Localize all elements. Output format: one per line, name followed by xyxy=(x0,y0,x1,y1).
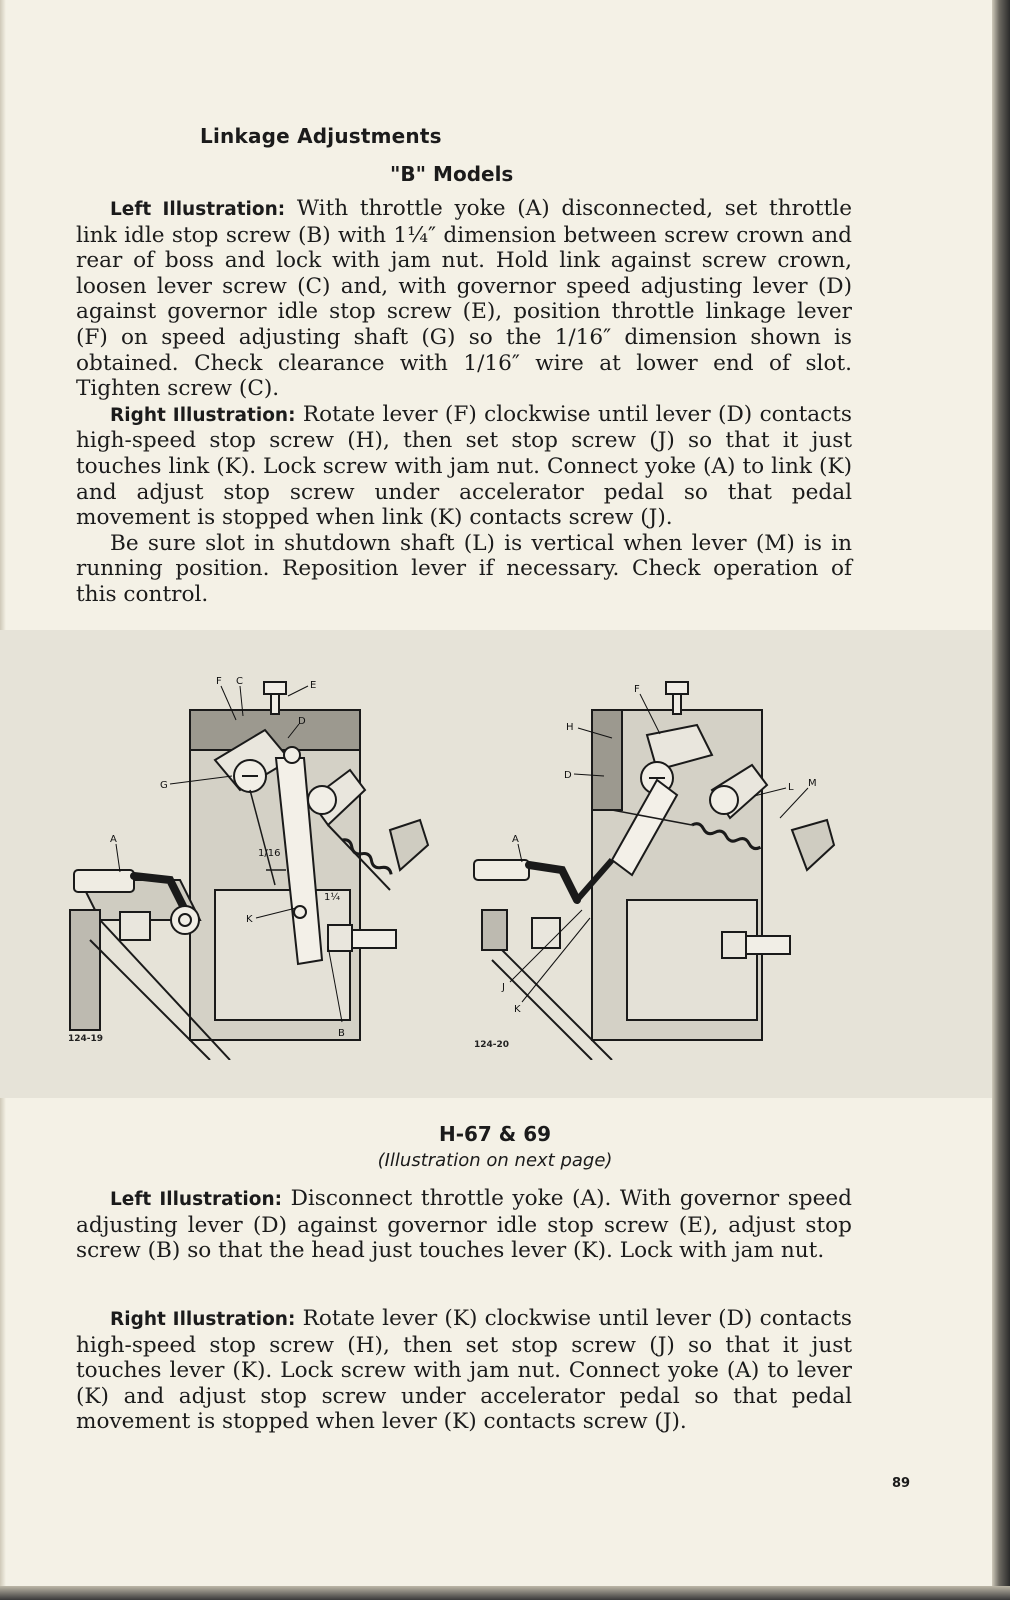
b-shutdown-paragraph: Be sure slot in shutdown shaft (L) is vertical when lever (M) is in running position. Reposition lever if necessary. Check operation of this control. xyxy=(76,530,852,607)
callout-m-right: M xyxy=(808,778,817,789)
page-number: 89 xyxy=(892,1476,911,1491)
h-left-text: Disconnect throttle yoke (A). With governor speed adjusting lever (D) against governor idle stop screw (E), adjust stop screw (B) so that the head just touches lever (K). Lock with jam nut. xyxy=(76,1186,852,1264)
h-right-paragraph xyxy=(76,1306,852,1435)
b-right-text: Rotate lever (F) clockwise until lever (D) contacts high-speed stop screw (H), then set stop screw (J) so that it just touches link (K). Lock screw with jam nut. Connect yoke (A) to link (K) and adjust stop screw under accelerator pedal so that pedal movement is stopped when link (K) contacts screw (J). xyxy=(76,401,852,531)
left-linkage-illustration xyxy=(60,650,450,1060)
callout-j-right: J xyxy=(502,982,505,993)
h-left-label: Left Illustration: xyxy=(110,1189,283,1210)
callout-a-right: A xyxy=(512,834,519,845)
h-left-paragraph xyxy=(76,1186,852,1264)
h-left-text-block xyxy=(76,1186,852,1264)
dim-1-1-4-left: 1¼ xyxy=(324,892,341,903)
right-linkage-illustration xyxy=(462,650,862,1060)
h-models-note: (Illustration on next page) xyxy=(377,1150,613,1171)
callout-k-left: K xyxy=(246,914,253,925)
right-figure-code: 124-20 xyxy=(474,1040,510,1050)
b-left-label: Left Illustration: xyxy=(110,199,286,220)
b-right-label: Right Illustration: xyxy=(110,404,296,426)
callout-f-right: F xyxy=(634,684,640,695)
h-right-text: Rotate lever (K) clockwise until lever (D) contacts high-speed stop screw (H), then set stop screw (J) so that it just touches lever (K). Lock screw with jam nut. Connect yoke (A) to lever (K) and adjust stop screw under accelerator pedal so that pedal movement is stopped when lever (K) contacts screw (J). xyxy=(76,1306,853,1435)
section-title: Linkage Adjustments xyxy=(200,124,442,148)
b-models-text xyxy=(76,196,852,608)
page-bottom-edge xyxy=(0,1586,1010,1600)
callout-a-left: A xyxy=(110,834,117,845)
section-subtitle: "B" Models xyxy=(390,162,514,186)
b-left-paragraph xyxy=(76,196,852,402)
b-right-paragraph xyxy=(76,402,852,531)
dim-1-16-left: 1/16 xyxy=(258,848,281,859)
callout-b-left: B xyxy=(338,1028,345,1039)
h-right-text-block xyxy=(76,1306,852,1435)
callout-f-left: F xyxy=(216,676,222,687)
callout-l-right: L xyxy=(788,782,794,793)
callout-g-left: G xyxy=(160,780,168,791)
callout-k-right: K xyxy=(514,1004,521,1015)
h-models-title: H-67 & 69 xyxy=(438,1122,552,1146)
book-spine-shadow xyxy=(992,0,1010,1600)
callout-e-left: E xyxy=(310,680,317,691)
b-left-text: With throttle yoke (A) disconnected, set throttle link idle stop screw (B) with 1¼″ dimension between screw crown and rear of boss and lock with jam nut. Hold link against screw crown, loosen lever screw (C) and, with governor speed adjusting lever (D) against governor idle stop screw (E), position throttle linkage lever (F) on speed adjusting shaft (G) so the 1/16″ dimension shown is obtained. Check clearance with 1/16″ wire at lower end of slot. Tighten screw (C). xyxy=(76,196,852,402)
left-figure-code: 124-19 xyxy=(68,1034,104,1044)
callout-c-left: C xyxy=(236,676,243,687)
callout-d-left: D xyxy=(298,716,306,727)
h-right-label: Right Illustration: xyxy=(110,1309,296,1330)
callout-h-right: H xyxy=(566,722,574,733)
callout-d-right: D xyxy=(564,770,572,781)
